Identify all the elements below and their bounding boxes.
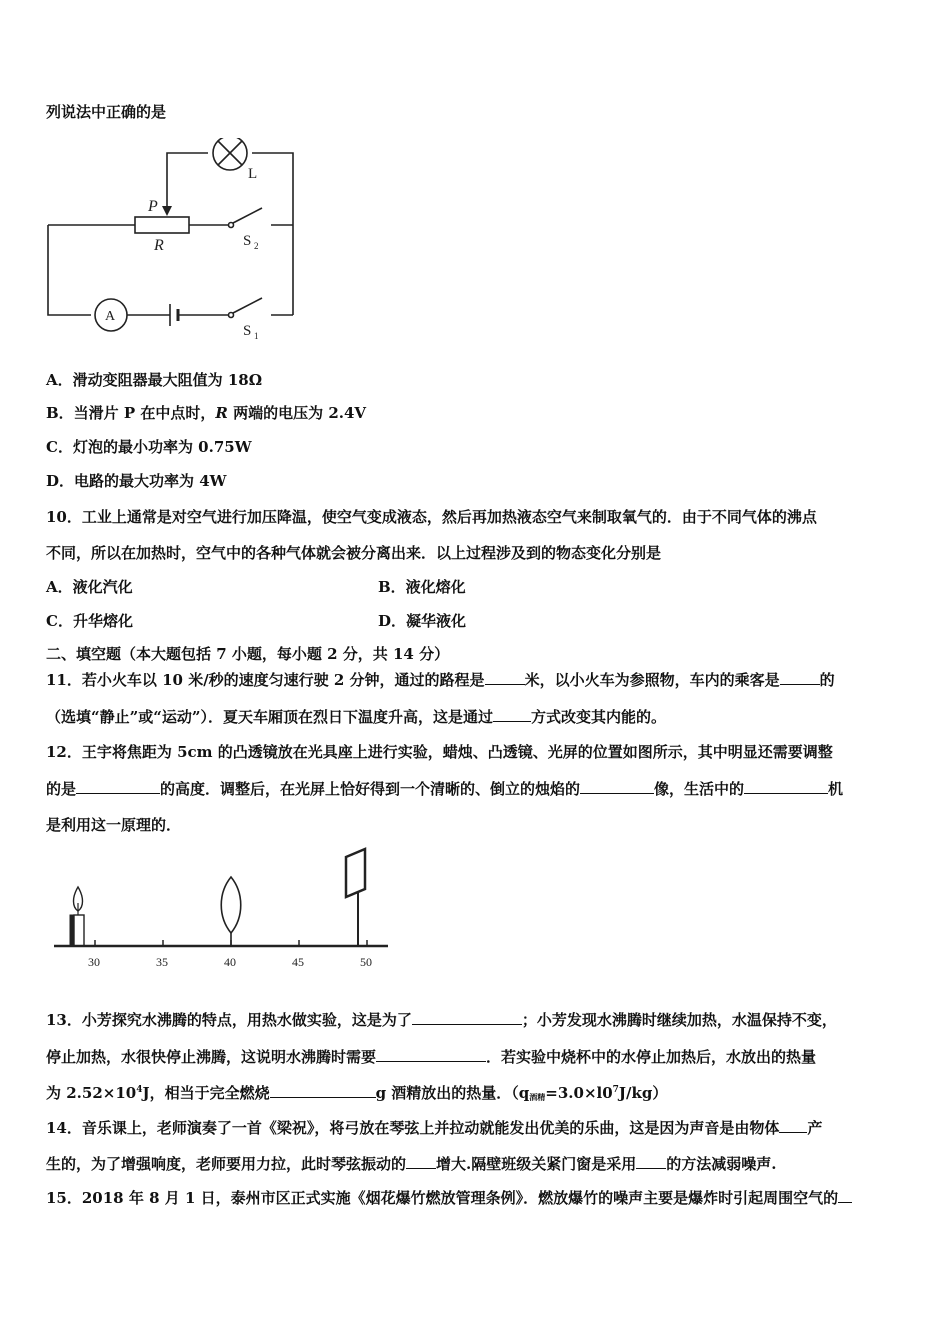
q11-line2 bbox=[46, 707, 666, 727]
rheostat-symbol bbox=[135, 217, 189, 233]
candle-symbol bbox=[74, 915, 84, 946]
label-L: L bbox=[248, 166, 258, 182]
q11-blank-3[interactable] bbox=[493, 707, 531, 722]
q14-l2c: 的方法减弱噪声. bbox=[666, 1155, 777, 1173]
q9-option-a: A．滑动变阻器最大阻值为 18Ω bbox=[46, 371, 263, 389]
q13-l3d-sup: 7 bbox=[612, 1085, 619, 1095]
q12-l2d: 机 bbox=[828, 780, 844, 798]
label-S2-sub: 2 bbox=[254, 241, 259, 251]
section2-header: 二、填空题（本大题包括 7 小题，每小题 2 分，共 14 分） bbox=[46, 645, 450, 663]
q12-blank-1[interactable] bbox=[76, 779, 160, 794]
q11-p3: 的 bbox=[819, 671, 835, 689]
q11-line1 bbox=[46, 670, 835, 690]
q13-l3c-sub: 酒精 bbox=[529, 1092, 546, 1102]
q12-blank-3[interactable] bbox=[744, 779, 828, 794]
q14-l2a: 生的，为了增强响度，老师要用力拉，此时琴弦振动的 bbox=[46, 1155, 407, 1173]
q10-option-a: A．液化汽化 bbox=[46, 578, 133, 596]
lens-symbol bbox=[221, 877, 241, 933]
label-A: A bbox=[105, 309, 116, 324]
tick-label-50: 50 bbox=[360, 955, 372, 969]
q11-p2: 米，以小火车为参照物，车内的乘客是 bbox=[524, 671, 780, 689]
q10-line1: 10．工业上通常是对空气进行加压降温，使空气变成液态，然后再加热液态空气来制取氧气的．由于不同气体的沸点 bbox=[46, 508, 817, 526]
q10-option-d: D．凝华液化 bbox=[378, 612, 467, 630]
q14-l1a: 14．音乐课上，老师演奏了一首《梁祝》，将弓放在琴弦上并拉动就能发出优美的乐曲，这是因为声音是由物体 bbox=[46, 1119, 780, 1137]
q14-line2 bbox=[46, 1154, 776, 1174]
q14-blank-3[interactable] bbox=[636, 1154, 666, 1169]
q13-line1 bbox=[46, 1010, 837, 1030]
q13-l3c: g 酒精放出的热量．（q bbox=[375, 1084, 530, 1102]
label-P: P bbox=[148, 198, 158, 215]
tick-label-30: 30 bbox=[88, 955, 100, 969]
q9-option-c: C．灯泡的最小功率为 0.75W bbox=[46, 438, 252, 456]
label-S1-sub: 1 bbox=[254, 331, 259, 341]
q12-l2a: 的是 bbox=[46, 780, 77, 798]
q13-l3d: =3.0×l0 bbox=[545, 1084, 613, 1102]
q9-option-d: D．电路的最大功率为 4W bbox=[46, 472, 227, 490]
q9-b-r: R bbox=[215, 404, 228, 422]
q13-l2a: 停止加热，水很快停止沸腾，这说明水沸腾时需要 bbox=[46, 1048, 377, 1066]
q12-line3: 是利用这一原理的． bbox=[46, 816, 182, 834]
q13-l3e: J/kg） bbox=[618, 1084, 668, 1102]
label-R: R bbox=[154, 237, 164, 254]
q12-line1: 12．王宇将焦距为 5cm 的凸透镜放在光具座上进行实验，蜡烛、凸透镜、光屏的位置如图所示，其中明显还需要调整 bbox=[46, 743, 833, 761]
q13-l3a-sup: 4 bbox=[136, 1085, 143, 1095]
q13-blank-2[interactable] bbox=[376, 1047, 486, 1062]
q9-option-b bbox=[46, 403, 366, 423]
q13-l3b: J，相当于完全燃烧 bbox=[142, 1084, 270, 1102]
q13-line2 bbox=[46, 1047, 816, 1067]
q15-blank-1[interactable] bbox=[838, 1188, 852, 1203]
circuit-diagram bbox=[40, 138, 310, 350]
q13-blank-3[interactable] bbox=[270, 1083, 376, 1098]
q13-l2b: ．若实验中烧杯中的水停止加热后，水放出的热量 bbox=[486, 1048, 817, 1066]
q14-blank-2[interactable] bbox=[406, 1154, 436, 1169]
q10-option-b: B．液化熔化 bbox=[378, 578, 466, 596]
label-S2: S bbox=[243, 233, 252, 249]
tick-label-35: 35 bbox=[156, 955, 168, 969]
optical-bench-diagram bbox=[50, 845, 395, 973]
q11-blank-2[interactable] bbox=[780, 670, 820, 685]
label-S1: S bbox=[243, 323, 252, 339]
q11-p1: 11．若小火车以 10 米/秒的速度匀速行驶 2 分钟，通过的路程是 bbox=[46, 671, 485, 689]
q13-l3a: 为 2.52×10 bbox=[46, 1084, 137, 1102]
tick-label-45: 45 bbox=[292, 955, 304, 969]
q10-line2: 不同，所以在加热时，空气中的各种气体就会被分离出来．以上过程涉及到的物态变化分别是 bbox=[46, 544, 662, 562]
tick-label-40: 40 bbox=[224, 955, 236, 969]
q12-l2c: 像，生活中的 bbox=[654, 780, 745, 798]
q15-line1 bbox=[46, 1188, 852, 1208]
q11-line2-a: （选填“静止”或“运动”）．夏天车厢顶在烈日下温度升高，这是通过 bbox=[46, 708, 494, 726]
intro-text: 列说法中正确的是 bbox=[46, 103, 167, 121]
q13-blank-1[interactable] bbox=[412, 1010, 522, 1025]
q15-l1a: 15．2018 年 8 月 1 日，泰州市区正式实施《烟花爆竹燃放管理条例》．燃放爆竹的噪声主要是爆炸时引起周围空气的 bbox=[46, 1189, 839, 1207]
q14-l2b: 增大.隔壁班级关紧门窗是采用 bbox=[436, 1155, 637, 1173]
q12-blank-2[interactable] bbox=[580, 779, 654, 794]
q10-option-c: C．升华熔化 bbox=[46, 612, 133, 630]
q11-line2-b: 方式改变其内能的。 bbox=[531, 708, 667, 726]
q13-l1b: ；小芳发现水沸腾时继续加热，水温保持不变， bbox=[521, 1011, 837, 1029]
q14-blank-1[interactable] bbox=[779, 1118, 807, 1133]
q13-l1a: 13．小芳探究水沸腾的特点，用热水做实验，这是为了 bbox=[46, 1011, 412, 1029]
q9-b-post: 两端的电压为 2.4V bbox=[227, 404, 367, 422]
q12-l2b: 的高度．调整后，在光屏上恰好得到一个清晰的、倒立的烛焰的 bbox=[160, 780, 581, 798]
q13-line3 bbox=[46, 1083, 667, 1103]
screen-symbol bbox=[346, 849, 365, 897]
q12-line2 bbox=[46, 779, 843, 799]
q11-blank-1[interactable] bbox=[485, 670, 525, 685]
q14-l1b: 产 bbox=[807, 1119, 823, 1137]
q14-line1 bbox=[46, 1118, 822, 1138]
q9-b-pre: B．当滑片 P 在中点时， bbox=[46, 404, 216, 422]
